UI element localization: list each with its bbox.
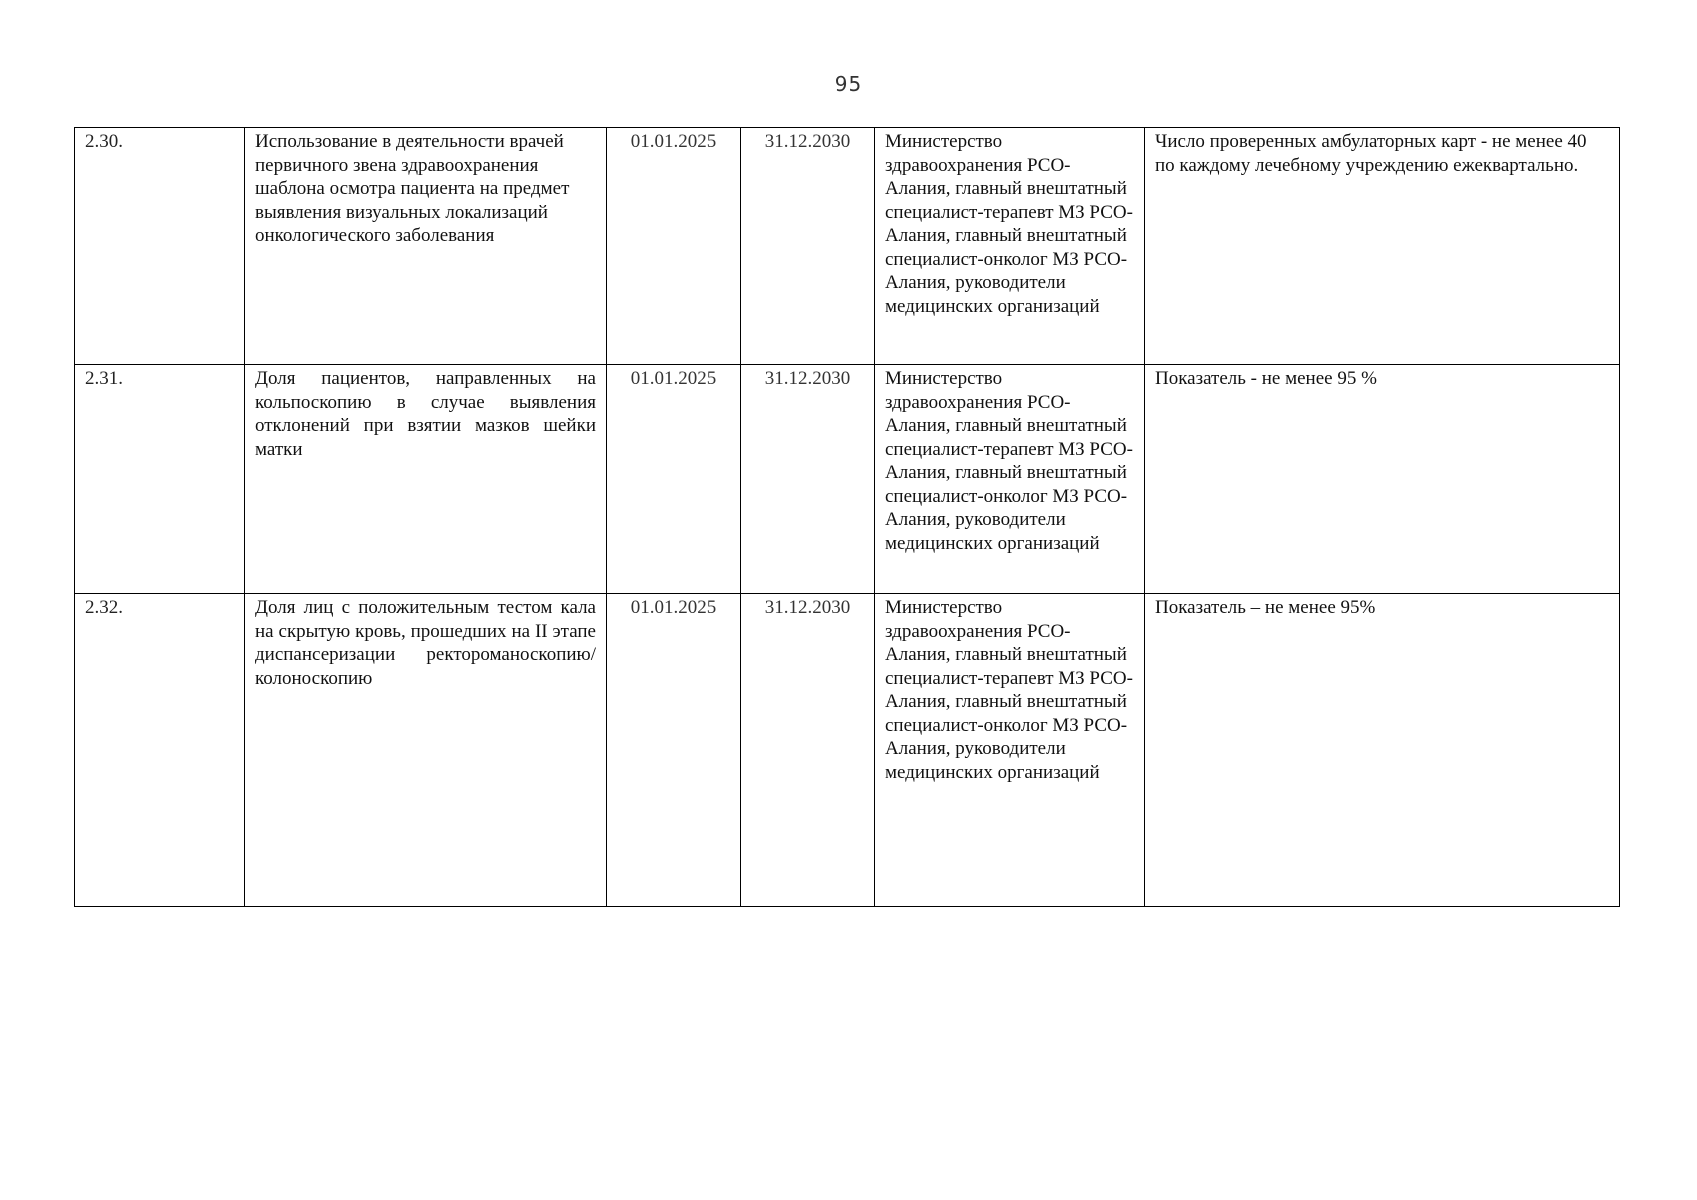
executors-cell: Министерство здравоохранения РСО-Алания, главный внештатный специалист-терапевт МЗ РСО-Алания, главный внештатный специалист-онколог МЗ РСО-Алания, руководители медицинских организаций bbox=[875, 128, 1145, 365]
start-date-cell: 01.01.2025 bbox=[607, 365, 741, 594]
measure-cell: Доля лиц с положительным тестом кала на скрытую кровь, прошедших на II этапе диспансеризации ректороманоскопию/колоноскопию bbox=[245, 594, 607, 907]
row-number: 2.30. bbox=[75, 128, 245, 365]
indicator-cell: Показатель – не менее 95% bbox=[1145, 594, 1620, 907]
table-row bbox=[75, 365, 1620, 594]
indicator-cell: Число проверенных амбулаторных карт - не менее 40 по каждому лечебному учреждению ежеквартально. bbox=[1145, 128, 1620, 365]
executors-cell: Министерство здравоохранения РСО-Алания, главный внештатный специалист-терапевт МЗ РСО-Алания, главный внештатный специалист-онколог МЗ РСО-Алания, руководители медицинских организаций bbox=[875, 365, 1145, 594]
end-date-cell: 31.12.2030 bbox=[741, 594, 875, 907]
page-number: 95 bbox=[834, 72, 863, 96]
indicator-cell: Показатель - не менее 95 % bbox=[1145, 365, 1620, 594]
measures-table bbox=[74, 127, 1620, 907]
measure-cell: Использование в деятельности врачей первичного звена здравоохранения шаблона осмотра пациента на предмет выявления визуальных локализаций онкологического заболевания bbox=[245, 128, 607, 365]
end-date-cell: 31.12.2030 bbox=[741, 365, 875, 594]
measure-cell: Доля пациентов, направленных на кольпоскопию в случае выявления отклонений при взятии мазков шейки матки bbox=[245, 365, 607, 594]
start-date-cell: 01.01.2025 bbox=[607, 594, 741, 907]
table-row bbox=[75, 594, 1620, 907]
executors-cell: Министерство здравоохранения РСО-Алания, главный внештатный специалист-терапевт МЗ РСО-Алания, главный внештатный специалист-онколог МЗ РСО-Алания, руководители медицинских организаций bbox=[875, 594, 1145, 907]
row-number: 2.31. bbox=[75, 365, 245, 594]
end-date-cell: 31.12.2030 bbox=[741, 128, 875, 365]
table-row bbox=[75, 128, 1620, 365]
start-date-cell: 01.01.2025 bbox=[607, 128, 741, 365]
row-number: 2.32. bbox=[75, 594, 245, 907]
